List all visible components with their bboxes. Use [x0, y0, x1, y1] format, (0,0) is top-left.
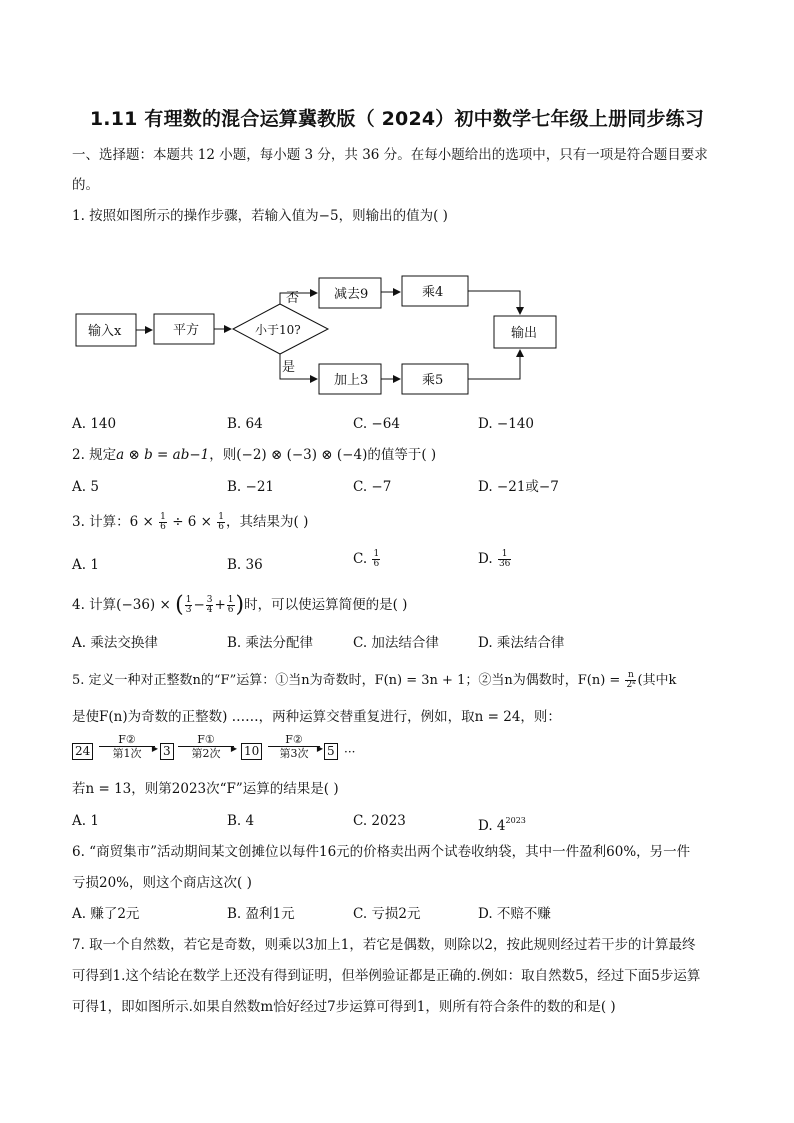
q3-stem-prefix: 3. 计算：6 ×: [72, 514, 154, 530]
flow-output-label: 输出: [511, 326, 538, 341]
page-title: 1.11 有理数的混合运算冀教版（ 2024）初中数学七年级上册同步练习: [89, 108, 705, 130]
q5-stem-line2: 是使F(n)为奇数的正整数) ……，两种运算交替重复进行，例如，取n = 24，则：: [72, 709, 561, 725]
chain-arrow-3: F② ▶ 第3次: [268, 733, 320, 760]
chain-arrow-1: F② ▶ 第1次: [99, 733, 155, 760]
flow-no-label: 否: [286, 291, 300, 306]
q1-option-d[interactable]: D. −140: [478, 416, 535, 432]
q4-stem-prefix: 4. 计算(−36) ×: [72, 597, 171, 613]
q5-stem-line3: 若n = 13，则第2023次“F”运算的结果是( ): [72, 781, 339, 797]
q7-stem-line1: 7. 取一个自然数，若它是奇数，则乘以3加上1，若它是偶数，则除以2，按此规则经过若干步的计算最终: [72, 937, 696, 953]
flow-yes-label: 是: [282, 360, 296, 375]
section-instructions-line1: 一、选择题：本题共 12 小题，每小题 3 分，共 36 分。在每小题给出的选项中，只有一项是符合题目要求: [72, 147, 708, 163]
q6-option-c[interactable]: C. 亏损2元: [353, 906, 421, 922]
flow-minus9-label: 减去9: [334, 287, 369, 302]
q2-option-d[interactable]: D. −21或−7: [478, 479, 559, 495]
q1-option-b[interactable]: B. 64: [227, 416, 263, 432]
q5-option-b[interactable]: B. 4: [227, 813, 255, 829]
flow-square-label: 平方: [173, 323, 200, 338]
q7-stem-line2: 可得到1.这个结论在数学上还没有得到证明，但举例验证都是正确的.例如：取自然数5，经过下面5步运算: [72, 968, 701, 984]
q2-option-c[interactable]: C. −7: [353, 479, 392, 495]
q5-option-c[interactable]: C. 2023: [353, 813, 406, 829]
q2-option-b[interactable]: B. −21: [227, 479, 274, 495]
q2-option-a[interactable]: A. 5: [72, 479, 99, 495]
chain-ellipsis: ···: [344, 745, 356, 759]
q2-stem-prefix: 2. 规定: [72, 447, 117, 463]
q5-option-d[interactable]: D. $4^{2023}$: [478, 816, 526, 834]
chain-arrow-2: F① ▶ 第2次: [178, 733, 234, 760]
q4-option-c[interactable]: C. 加法结合律: [353, 635, 439, 651]
q6-stem-line2: 亏损20%，则这个商店这次( ): [72, 875, 252, 891]
q1-option-a[interactable]: A. 140: [72, 416, 117, 432]
q3-option-b[interactable]: B. 36: [227, 557, 263, 573]
chain-number-3: 10: [241, 743, 262, 760]
flow-decision-label: 小于10?: [255, 323, 301, 337]
q4-option-b[interactable]: B. 乘法分配律: [227, 635, 314, 651]
q4-stem-suffix: 时，可以使运算简便的是( ): [244, 597, 408, 613]
q4-stem: 4. 计算(−36) × ( $\frac{1}{3}$ − $\frac{3}{4}$ + $\frac{1}{6}$ )时，可以使运算简便的是( ): [72, 592, 408, 618]
flow-input-label: 输入x: [88, 324, 122, 339]
section-instructions-line2: 的。: [72, 177, 99, 193]
q6-option-d[interactable]: D. 不赔不赚: [478, 906, 551, 922]
chain-number-4: 5: [324, 743, 338, 760]
q7-stem-line3: 可得1，即如图所示.如果自然数m恰好经过7步运算可得到1，则所有符合条件的数的和是( ): [72, 999, 616, 1015]
chain-number-1: 24: [72, 743, 93, 760]
q3-option-d[interactable]: D. $\frac{1}{36}$: [478, 549, 511, 569]
chain-number-2: 3: [160, 743, 174, 760]
flow-plus3-label: 加上3: [334, 373, 369, 388]
q3-stem: [72, 513, 308, 532]
q6-option-a[interactable]: A. 赚了2元: [72, 906, 140, 922]
q5-option-a[interactable]: A. 1: [72, 813, 99, 829]
q6-stem-line1: 6. “商贸集市”活动期间某文创摊位以每件16元的价格卖出两个试卷收纳袋，其中一件盈利60%，另一件: [72, 844, 691, 860]
flow-times4-label: 乘4: [422, 285, 444, 300]
q1-stem: 1. 按照如图所示的操作步骤，若输入值为−5，则输出的值为( ): [72, 208, 448, 224]
q3-stem-mid: ÷ 6 ×: [172, 514, 212, 530]
q4-option-a[interactable]: A. 乘法交换律: [72, 635, 158, 651]
q3-fraction-1: $\frac{1}{6}$: [160, 512, 166, 532]
q5-operation-chain: [72, 733, 402, 769]
q2-definition: a ⊗ b = ab−1: [116, 447, 210, 463]
flow-times5-label: 乘5: [422, 373, 444, 388]
q3-fraction-2: $\frac{1}{6}$: [218, 512, 225, 532]
q6-option-b[interactable]: B. 盈利1元: [227, 906, 295, 922]
flow-arrow-times4-output: [468, 291, 520, 314]
q3-option-a[interactable]: A. 1: [72, 557, 99, 573]
flow-arrow-times5-output: [468, 350, 520, 379]
q2-stem-suffix: ，则(−2) ⊗ (−3) ⊗ (−4)的值等于( ): [209, 447, 437, 463]
q3-option-c[interactable]: C. $\frac{1}{6}$: [353, 549, 380, 569]
q1-option-c[interactable]: C. −64: [353, 416, 400, 432]
q1-flowchart: [70, 268, 570, 398]
q5-stem-line1: 5. 定义一种对正整数n的“F”运算：①当n为奇数时，F(n) = 3n + 1；②当n为偶数时，F(n) = $\frac{n}{\text{2ᵏ}}$ (其中k: [72, 670, 677, 690]
q3-stem-suffix: ，其结果为( ): [226, 514, 309, 530]
q2-stem: [72, 446, 436, 464]
q4-option-d[interactable]: D. 乘法结合律: [478, 635, 565, 651]
